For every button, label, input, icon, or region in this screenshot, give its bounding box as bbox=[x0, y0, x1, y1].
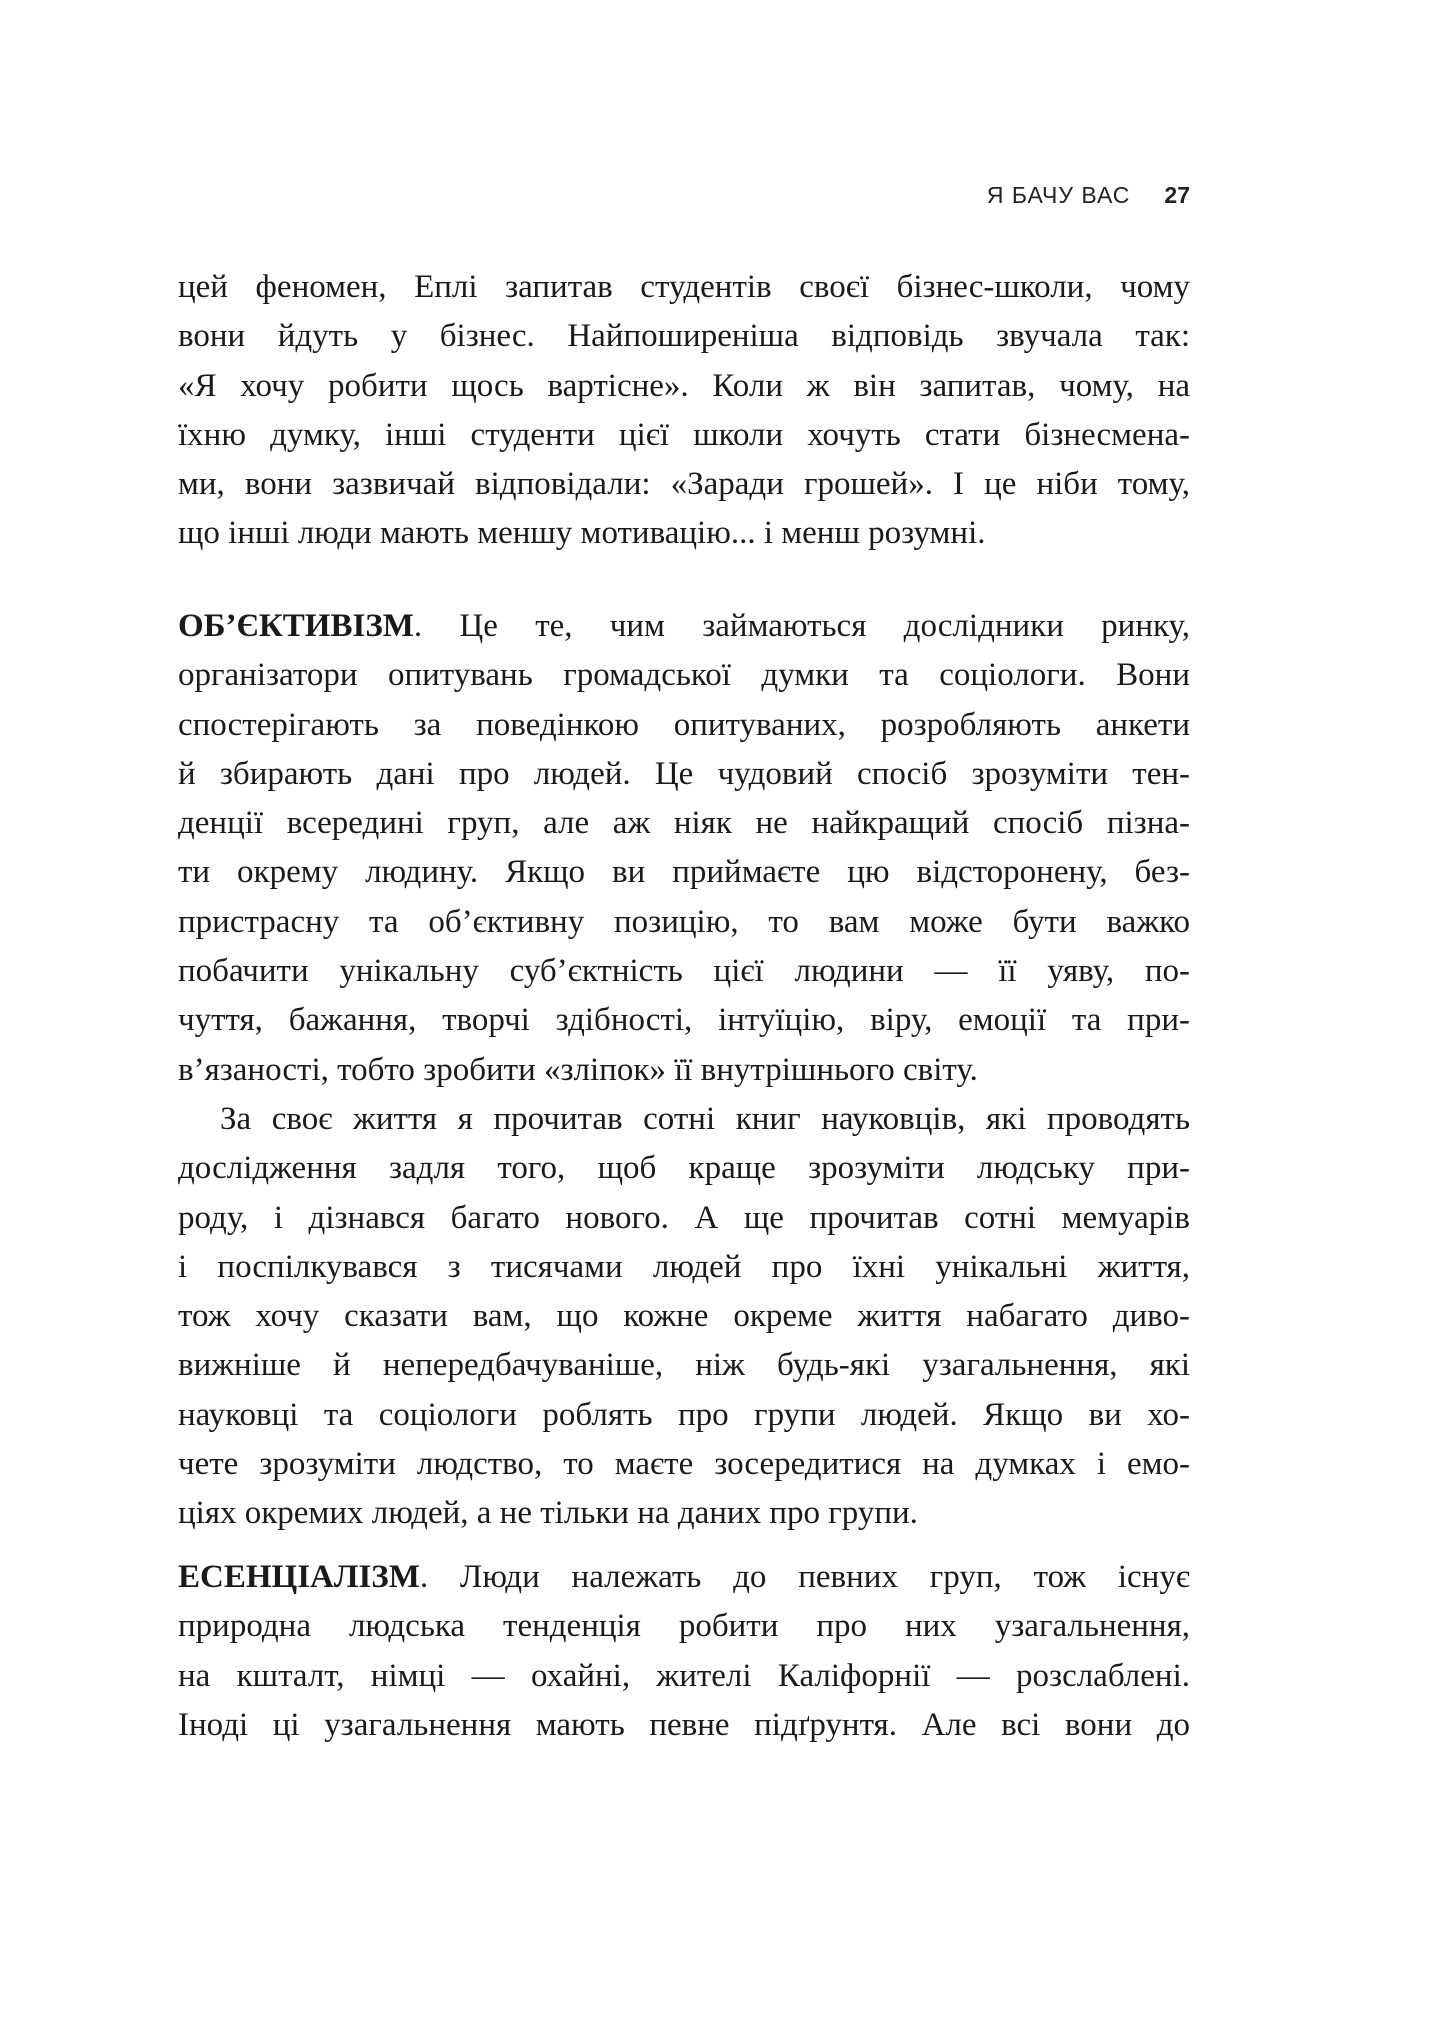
essentialism-term: ЕСЕНЦІАЛІЗМ bbox=[178, 1559, 420, 1595]
text-line: їхню думку, інші студенти цієї школи хочуть стати бізнесмена- bbox=[178, 416, 1190, 453]
essentialism-section bbox=[178, 1553, 1190, 1750]
text-line: вижніше й непередбачуваніше, ніж будь-які узагальнення, які bbox=[178, 1347, 1190, 1384]
essentialism-first-line: . Люди належать до певних груп, тож існує bbox=[419, 1559, 1190, 1595]
text-line: Іноді ці узагальнення мають певне підґрунтя. Але всі вони до bbox=[178, 1706, 1190, 1743]
text-line: цей феномен, Еплі запитав студентів своєї бізнес-школи, чому bbox=[178, 269, 1190, 305]
text-line: науковці та соціологи роблять про групи людей. Якщо ви хо- bbox=[178, 1396, 1190, 1433]
text-line: природна людська тенденція робити про них узагальнення, bbox=[178, 1608, 1190, 1645]
text-line: вони йдуть у бізнес. Найпоширеніша відповідь звучала так: bbox=[178, 318, 1190, 355]
intro-paragraph bbox=[178, 263, 1190, 559]
text-line: денції всередині груп, але аж ніяк не найкращий спосіб пізна- bbox=[178, 805, 1190, 842]
objectivism-section bbox=[178, 602, 1190, 1539]
text-line: ти окрему людину. Якщо ви приймаєте цю відсторонену, без- bbox=[178, 854, 1190, 891]
text-line: чете зрозуміти людство, то маєте зосередитися на думках і емо- bbox=[178, 1446, 1190, 1483]
text-line: тож хочу сказати вам, що кожне окреме життя набагато диво- bbox=[178, 1298, 1190, 1335]
running-head bbox=[178, 180, 1190, 210]
text-line: організатори опитувань громадської думки та соціологи. Вони bbox=[178, 657, 1190, 694]
text-line: що інші люди мають меншу мотивацію... і менш розумні. bbox=[178, 515, 986, 552]
text-line: на кшталт, німці — охайні, жителі Каліфорнії — розслаблені. bbox=[178, 1657, 1190, 1694]
text-line: побачити унікальну суб’єктність цієї людини — її уяву, по- bbox=[178, 953, 1190, 990]
objectivism-first-line: . Це те, чим займаються дослідники ринку, bbox=[413, 608, 1190, 644]
text-line: За своє життя я прочитав сотні книг науковців, які проводять bbox=[220, 1100, 1190, 1137]
text-line-with-term bbox=[178, 602, 1190, 651]
text-line: й збирають дані про людей. Це чудовий спосіб зрозуміти тен- bbox=[178, 755, 1190, 792]
text-line: чуття, бажання, творчі здібності, інтуїцію, віру, емоції та при- bbox=[178, 1002, 1190, 1039]
text-line: спостерігають за поведінкою опитуваних, розробляють анкети bbox=[178, 706, 1190, 743]
text-line: пристрасну та об’єктивну позицію, то вам може бути важко bbox=[178, 903, 1190, 940]
running-head-title: Я БАЧУ ВАС bbox=[986, 182, 1131, 208]
text-line: роду, і дізнався багато нового. А ще прочитав сотні мемуарів bbox=[178, 1199, 1190, 1236]
text-line-with-term bbox=[178, 1553, 1190, 1602]
text-line: ціях окремих людей, а не тільки на даних про групи. bbox=[178, 1495, 918, 1532]
text-line: «Я хочу робити щось вартісне». Коли ж він запитав, чому, на bbox=[178, 367, 1190, 404]
page-number: 27 bbox=[1164, 182, 1190, 208]
text-line: дослідження задля того, щоб краще зрозуміти людську при- bbox=[178, 1150, 1190, 1187]
text-line: ми, вони зазвичай відповідали: «Заради грошей». І це ніби тому, bbox=[178, 466, 1190, 503]
text-line: і поспілкувався з тисячами людей про їхні унікальні життя, bbox=[178, 1248, 1190, 1285]
text-line: в’язаності, тобто зробити «зліпок» її внутрішнього світу. bbox=[178, 1051, 978, 1088]
objectivism-term: ОБ’ЄКТИВІЗМ bbox=[178, 608, 414, 644]
